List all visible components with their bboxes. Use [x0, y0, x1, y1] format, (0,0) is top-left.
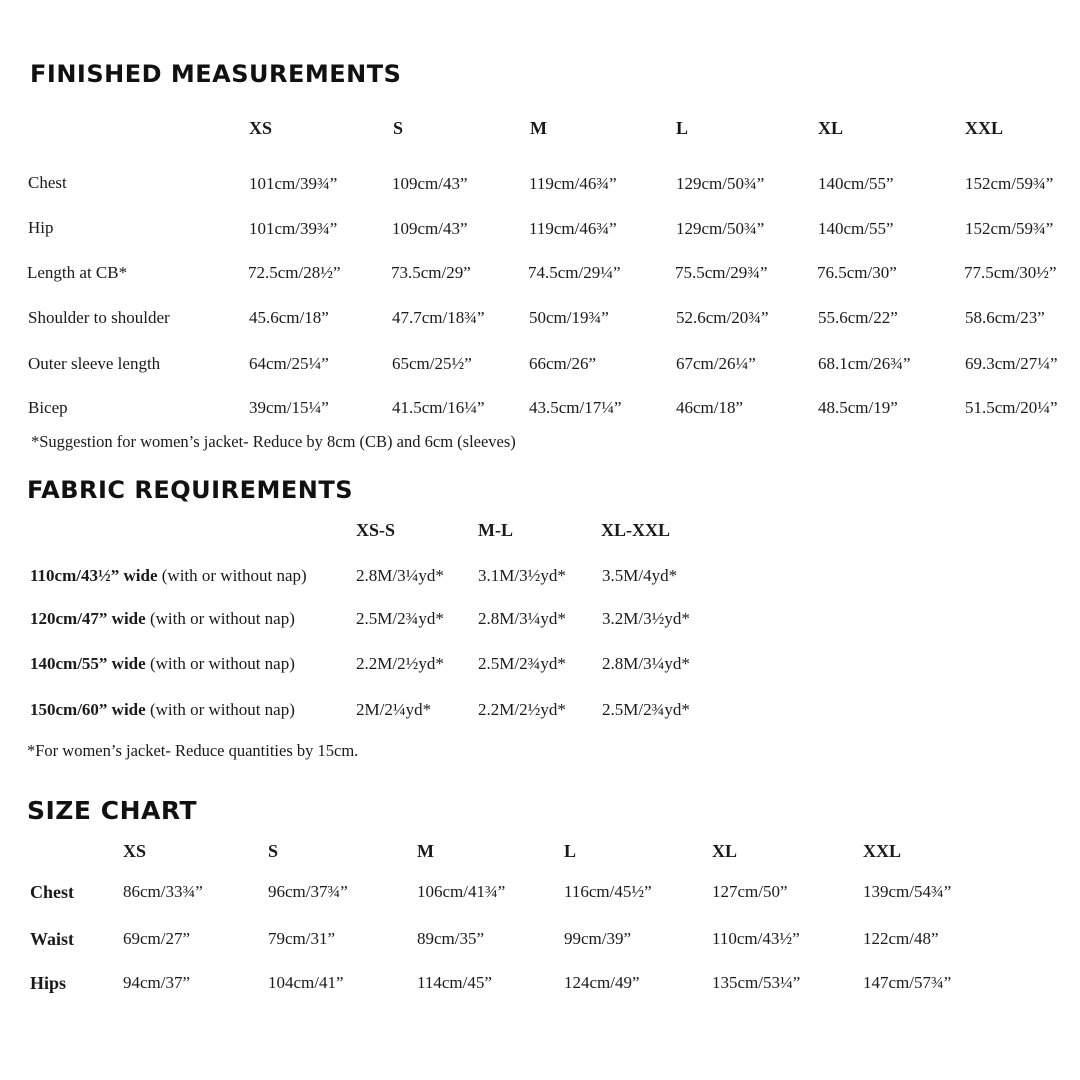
table-cell: 48.5cm/19”	[818, 398, 898, 417]
row-label: Hips	[30, 973, 67, 993]
size-header-xs: XS	[123, 841, 147, 861]
table-cell: 124cm/49”	[564, 973, 640, 992]
size-header-s: S	[393, 118, 404, 138]
table-cell: 46cm/18”	[676, 398, 744, 417]
size-header-l: L	[564, 841, 577, 861]
fabric-requirements-title: FABRIC REQUIREMENTS	[27, 476, 353, 504]
table-cell: 147cm/57¾”	[863, 973, 952, 992]
table-cell: 43.5cm/17¼”	[529, 398, 622, 417]
size-header-s: S	[268, 841, 279, 861]
table-cell: 101cm/39¾”	[249, 219, 338, 238]
table-cell: 119cm/46¾”	[529, 174, 617, 193]
table-cell: 114cm/45”	[417, 973, 492, 992]
size-header-xs: XS	[249, 118, 273, 138]
table-cell: 96cm/37¾”	[268, 882, 348, 901]
table-cell: 2M/2¼yd*	[356, 700, 432, 719]
size-header-m: M	[417, 841, 434, 861]
fabric-width-label	[30, 654, 295, 674]
row-label: Chest	[28, 173, 67, 192]
size-header-xl: XL	[818, 118, 844, 138]
row-label: Chest	[30, 882, 74, 902]
table-cell: 47.7cm/18¾”	[392, 308, 485, 327]
table-cell: 41.5cm/16¼”	[392, 398, 485, 417]
size-header-xs-s: XS-S	[356, 520, 396, 540]
table-cell: 73.5cm/29”	[391, 263, 471, 282]
table-cell: 75.5cm/29¾”	[675, 263, 768, 282]
table-cell: 140cm/55”	[818, 174, 894, 193]
table-cell: 129cm/50¾”	[676, 174, 765, 193]
table-cell: 119cm/46¾”	[529, 219, 617, 238]
fabric-width: 140cm/55” wide	[30, 654, 146, 673]
table-cell: 50cm/19¾”	[529, 308, 609, 327]
row-label: Waist	[30, 929, 75, 949]
table-cell: 89cm/35”	[417, 929, 485, 948]
table-cell: 104cm/41”	[268, 973, 344, 992]
size-header-l: L	[676, 118, 689, 138]
table-cell: 2.5M/2¾yd*	[602, 700, 690, 719]
size-chart-title: SIZE CHART	[27, 796, 198, 825]
size-header-m: M	[530, 118, 547, 138]
table-cell: 2.2M/2½yd*	[478, 700, 566, 719]
table-cell: 55.6cm/22”	[818, 308, 898, 327]
table-cell: 3.1M/3½yd*	[478, 566, 566, 585]
table-cell: 129cm/50¾”	[676, 219, 765, 238]
table-cell: 58.6cm/23”	[965, 308, 1045, 327]
row-label: Shoulder to shoulder	[28, 308, 170, 327]
table-cell: 2.8M/3¼yd*	[602, 654, 690, 673]
size-header-xxl: XXL	[863, 841, 902, 861]
table-cell: 127cm/50”	[712, 882, 788, 901]
fabric-width-label	[30, 700, 295, 720]
table-cell: 67cm/26¼”	[676, 354, 756, 373]
table-cell: 140cm/55”	[818, 219, 894, 238]
row-label: Hip	[28, 218, 54, 237]
table-cell: 52.6cm/20¾”	[676, 308, 769, 327]
table-cell: 68.1cm/26¾”	[818, 354, 911, 373]
size-header-xl-xxl: XL-XXL	[601, 520, 671, 540]
row-label: Outer sleeve length	[28, 354, 161, 373]
table-cell: 74.5cm/29¼”	[528, 263, 621, 282]
table-cell: 72.5cm/28½”	[248, 263, 341, 282]
table-cell: 69cm/27”	[123, 929, 191, 948]
table-cell: 122cm/48”	[863, 929, 939, 948]
fabric-nap: (with or without nap)	[145, 609, 295, 628]
table-cell: 86cm/33¾”	[123, 882, 203, 901]
table-cell: 109cm/43”	[392, 174, 468, 193]
fabric-footnote: *For women’s jacket- Reduce quantities by 15cm.	[27, 741, 359, 760]
table-cell: 2.5M/2¾yd*	[478, 654, 566, 673]
fabric-nap: (with or without nap)	[145, 654, 295, 673]
table-cell: 64cm/25¼”	[249, 354, 329, 373]
table-cell: 2.8M/3¼yd*	[478, 609, 566, 628]
size-header-m-l: M-L	[478, 520, 513, 540]
finished-measurements-title: FINISHED MEASUREMENTS	[30, 60, 402, 88]
table-cell: 3.5M/4yd*	[602, 566, 678, 585]
table-cell: 79cm/31”	[268, 929, 336, 948]
table-cell: 77.5cm/30½”	[964, 263, 1057, 282]
size-header-xxl: XXL	[965, 118, 1004, 138]
table-cell: 2.5M/2¾yd*	[356, 609, 444, 628]
fabric-nap: (with or without nap)	[145, 700, 295, 719]
row-label: Bicep	[28, 398, 68, 417]
fabric-width: 120cm/47” wide	[30, 609, 146, 628]
table-cell: 135cm/53¼”	[712, 973, 801, 992]
size-header-xl: XL	[712, 841, 738, 861]
table-cell: 116cm/45½”	[564, 882, 652, 901]
table-cell: 152cm/59¾”	[965, 174, 1054, 193]
table-cell: 152cm/59¾”	[965, 219, 1054, 238]
fabric-nap: (with or without nap)	[157, 566, 307, 585]
table-cell: 106cm/41¾”	[417, 882, 506, 901]
table-cell: 139cm/54¾”	[863, 882, 952, 901]
table-cell: 3.2M/3½yd*	[602, 609, 690, 628]
table-cell: 2.8M/3¼yd*	[356, 566, 444, 585]
table-cell: 45.6cm/18”	[249, 308, 329, 327]
table-cell: 69.3cm/27¼”	[965, 354, 1058, 373]
table-cell: 110cm/43½”	[712, 929, 800, 948]
finished-footnote: *Suggestion for women’s jacket- Reduce by 8cm (CB) and 6cm (sleeves)	[31, 432, 516, 451]
row-label: Length at CB*	[27, 263, 128, 282]
table-cell: 65cm/25½”	[392, 354, 472, 373]
table-cell: 39cm/15¼”	[249, 398, 329, 417]
table-cell: 51.5cm/20¼”	[965, 398, 1058, 417]
fabric-width: 150cm/60” wide	[30, 700, 146, 719]
table-cell: 2.2M/2½yd*	[356, 654, 444, 673]
table-cell: 66cm/26”	[529, 354, 597, 373]
table-cell: 76.5cm/30”	[817, 263, 897, 282]
table-cell: 101cm/39¾”	[249, 174, 338, 193]
fabric-width: 110cm/43½” wide	[30, 566, 158, 585]
fabric-width-label	[30, 609, 295, 629]
table-cell: 109cm/43”	[392, 219, 468, 238]
table-cell: 94cm/37”	[123, 973, 191, 992]
fabric-width-label	[30, 566, 307, 586]
table-cell: 99cm/39”	[564, 929, 632, 948]
